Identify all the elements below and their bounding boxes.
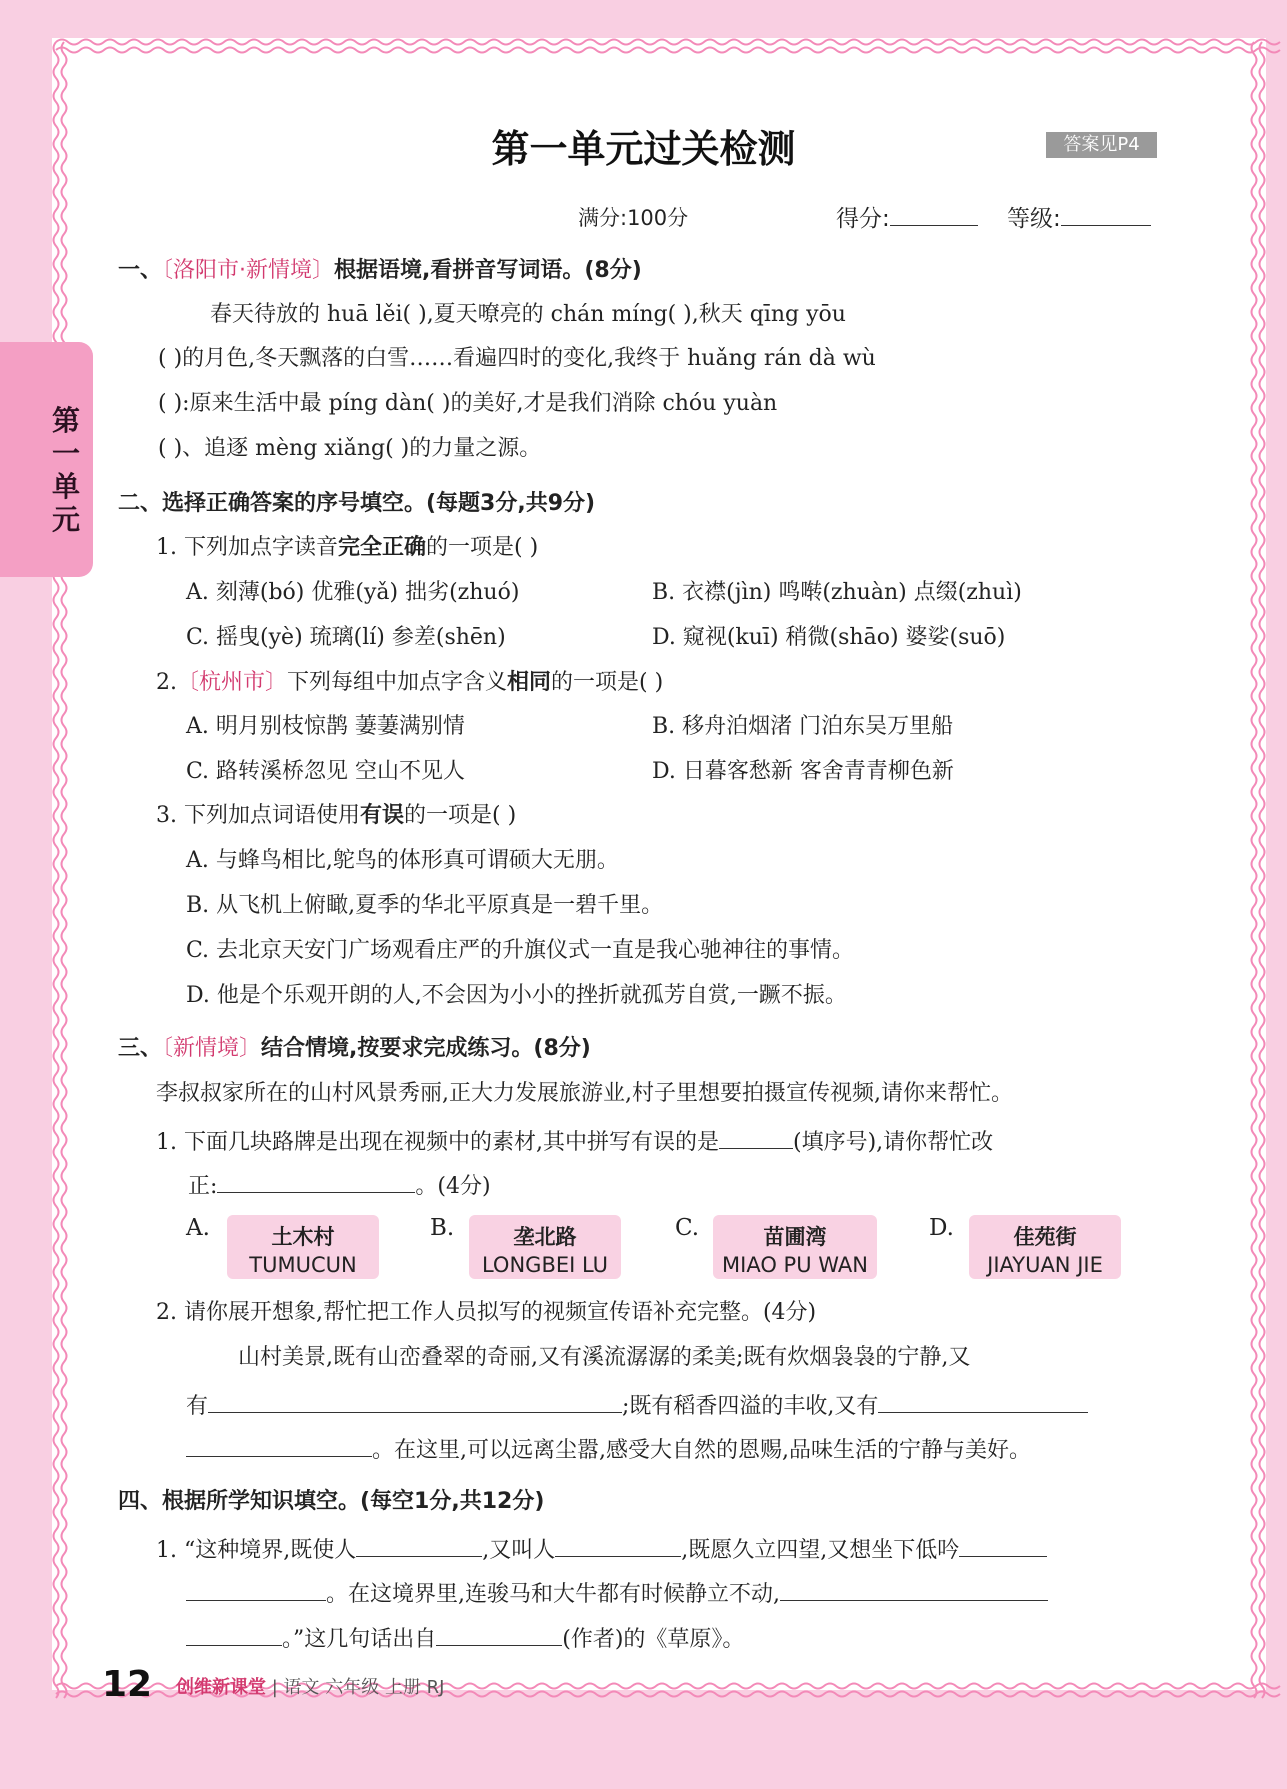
section-3-intro: 李叔叔家所在的山村风景秀丽,正大力发展旅游业,村子里想要拍摄宣传视频,请你来帮忙。 <box>156 1081 1013 1106</box>
border-wave-line <box>54 42 59 1698</box>
option-2-2-b: B. 移舟泊烟渚 门泊东吴万里船 <box>652 714 954 739</box>
score-label: 得分: <box>836 200 978 233</box>
question-2-1: 1. 下列加点字读音完全正确的一项是( ) <box>156 535 539 560</box>
road-sign-b <box>469 1215 621 1279</box>
section-4-heading: 四、根据所学知识填空。(每空1分,共12分) <box>118 1489 545 1514</box>
section-1-line-4: ( )、追逐 mèng xiǎng( )的力量之源。 <box>158 436 542 461</box>
border-wave-line <box>56 48 1280 53</box>
road-sign-b-pinyin: LONGBEI LU <box>481 1253 609 1277</box>
answer-reference-badge: 答案见P4 <box>1046 132 1157 158</box>
grade-label: 等级: <box>1007 200 1151 233</box>
option-2-3-d: D. 他是个乐观开朗的人,不会因为小小的挫折就孤芳自赏,一蹶不振。 <box>186 983 847 1008</box>
road-sign-a-name: 土木村 <box>271 1225 335 1249</box>
road-sign-a <box>227 1215 379 1279</box>
slogan-line-3: 。在这里,可以远离尘嚣,感受大自然的恩赐,品味生活的宁静与美好。 <box>186 1432 1031 1466</box>
road-sign-d <box>969 1215 1121 1279</box>
unit-side-tab-label: 第一单元 <box>52 404 81 536</box>
option-2-3-a: A. 与蜂鸟相比,鸵鸟的体形真可谓硕大无朋。 <box>186 848 619 873</box>
road-sign-d-name: 佳苑街 <box>1013 1225 1077 1249</box>
page-title: 第一单元过关检测 <box>491 127 796 171</box>
option-2-1-a: A. 刻薄(bó) 优雅(yǎ) 拙劣(zhuó) <box>186 580 520 605</box>
road-sign-a-pinyin: TUMUCUN <box>249 1253 357 1277</box>
option-2-1-d: D. 窥视(kuī) 稍微(shāo) 婆娑(suō) <box>652 625 1006 650</box>
section-1-line-3: ( ):原来生活中最 píng dàn( )的美好,才是我们消除 chóu yuàn <box>158 391 778 416</box>
full-score: 满分:100分 <box>578 206 689 230</box>
question-3-1: 1. 下面几块路牌是出现在视频中的素材,其中拼写有误的是 (填序号),请你帮忙改 <box>156 1124 993 1158</box>
section-1-line-1: 春天待放的 huā lěi( ),夏天嘹亮的 chán míng( ),秋天 qīng yōu <box>210 302 846 327</box>
sign-d-label: D. <box>929 1215 954 1241</box>
road-sign-b-name: 垄北路 <box>513 1225 577 1249</box>
road-sign-c-pinyin: MIAO PU WAN <box>722 1253 868 1277</box>
border-wave-line <box>1252 42 1257 1698</box>
option-2-1-b: B. 衣襟(jìn) 鸣啭(zhuàn) 点缀(zhuì) <box>652 580 1022 605</box>
question-4-1-line-2: 。在这境界里,连骏马和大牛都有时候静立不动, <box>186 1576 1048 1610</box>
sign-b-label: B. <box>430 1215 455 1241</box>
sign-a-label: A. <box>186 1215 210 1241</box>
road-sign-c-name: 苗圃湾 <box>763 1225 827 1249</box>
border-wave-line <box>56 40 1280 45</box>
option-2-2-d: D. 日暮客愁新 客舍青青柳色新 <box>652 759 954 784</box>
road-sign-d-pinyin: JIAYUAN JIE <box>987 1253 1103 1277</box>
slogan-line-1: 山村美景,既有山峦叠翠的奇丽,又有溪流潺潺的柔美;既有炊烟袅袅的宁静,又 <box>238 1345 971 1370</box>
option-2-3-b: B. 从飞机上俯瞰,夏季的华北平原真是一碧千里。 <box>186 893 664 918</box>
question-2-2: 2.〔杭州市〕下列每组中加点字含义相同的一项是( ) <box>156 670 664 695</box>
option-2-2-a: A. 明月别枝惊鹊 萋萋满别情 <box>186 714 465 739</box>
unit-side-tab <box>0 342 93 577</box>
section-3-heading: 三、〔新情境〕结合情境,按要求完成练习。(8分) <box>118 1036 591 1061</box>
sign-c-label: C. <box>675 1215 700 1241</box>
section-1-heading: 一、〔洛阳市·新情境〕根据语境,看拼音写词语。(8分) <box>118 258 642 283</box>
section-2-heading: 二、选择正确答案的序号填空。(每题3分,共9分) <box>118 491 596 516</box>
question-3-2: 2. 请你展开想象,帮忙把工作人员拟写的视频宣传语补充完整。(4分) <box>156 1300 817 1325</box>
question-3-1-correction: 正: 。(4分) <box>188 1168 491 1202</box>
page-number: 12 <box>102 1664 153 1705</box>
border-wave-line <box>1260 42 1265 1698</box>
road-sign-c <box>713 1215 877 1279</box>
slogan-line-2: 有 ;既有稻香四溢的丰收,又有 <box>186 1388 1088 1422</box>
footer-info: 创维新课堂 | 语文 六年级 上册 RJ <box>176 1677 445 1698</box>
question-4-1-line-1: 1. “这种境界,既使人 ,又叫人 ,既愿久立四望,又想坐下低吟 <box>156 1532 1047 1566</box>
question-2-3: 3. 下列加点词语使用有误的一项是( ) <box>156 803 517 828</box>
section-1-line-2: ( )的月色,冬天飘落的白雪……看遍四时的变化,我终于 huǎng rán dà wù <box>158 346 876 371</box>
option-2-1-c: C. 摇曳(yè) 琉璃(lí) 参差(shēn) <box>186 625 506 650</box>
option-2-3-c: C. 去北京天安门广场观看庄严的升旗仪式一直是我心驰神往的事情。 <box>186 938 855 963</box>
border-wave-line <box>62 42 67 1698</box>
question-4-1-line-3: 。”这几句话出自 (作者)的《草原》。 <box>186 1621 744 1655</box>
option-2-2-c: C. 路转溪桥忽见 空山不见人 <box>186 759 466 784</box>
